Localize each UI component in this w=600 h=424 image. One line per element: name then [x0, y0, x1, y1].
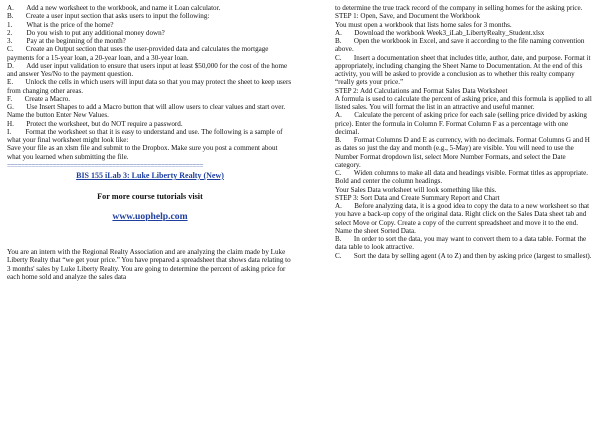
step-3-a: A. Before analyzing data, it is a good idea to copy the data to a new worksheet so that you have a back-up copy of the original data. Right click on the Sales Data sheet tab and select Move or Copy. Create a copy of the current spreadsheet and move it to the end. Name the sheet Sorted Data.: [335, 202, 590, 235]
instruction-h: H. Protect the worksheet, but do NOT require a password.: [7, 119, 183, 128]
step-1-b: B. Open the workbook in Excel, and save it according to the file naming convention above.: [335, 37, 585, 54]
step-1-heading: STEP 1: Open, Save, and Document the Workbook: [335, 12, 481, 21]
step-1-description: You must open a workbook that lists home sales for 3 months.: [335, 20, 512, 29]
website-link[interactable]: www.uophelp.com: [112, 211, 188, 222]
instruction-g: G. Use Insert Shapes to add a Macro button that will allow users to clear values and start over. Name the button Enter New Values.: [7, 103, 286, 120]
question-1: 1. What is the price of the home?: [7, 20, 114, 29]
right-column: [335, 4, 593, 260]
step-2-description: A formula is used to calculate the percent of asking price, and this formula is applied to all listed sales. You will format the list in an attractive and useful manner.: [335, 94, 592, 111]
intro-paragraph: You are an intern with the Regional Realty Association and are analyzing the claim made by Luke Liberty Realty that “we get your price.” You have prepared a spreadsheet that shows data relating to 3 months' sales by Luke Liberty Realty. You are going to determine the percent of asking price for each home sold and analyze the sales data: [7, 248, 291, 281]
step-2-heading: STEP 2: Add Calculations and Format Sales Data Worksheet: [335, 86, 508, 95]
instruction-f: F. Create a Macro.: [7, 94, 71, 103]
step-2-a: A. Calculate the percent of asking price for each sale (selling price divided by asking price). Enter the formula in Column F. Format Column F as a percentage with one decimal.: [335, 111, 587, 136]
step-2-note: Your Sales Data worksheet will look something like this.: [335, 185, 497, 194]
course-title-link[interactable]: BIS 155 iLab 3: Luke Liberty Realty (New): [76, 171, 224, 180]
instruction-e: E. Unlock the cells in which users will input data so that you may protect the sheet to keep users from changing other areas.: [7, 78, 292, 95]
step-3-heading: STEP 3: Sort Data and Create Summary Report and Chart: [335, 193, 500, 202]
question-3: 3. Pay at the beginning of the month?: [7, 37, 126, 45]
step-3-b: B. In order to sort the data, you may want to convert them to a data table. Format the data table to look attractive.: [335, 235, 587, 252]
step-2-b: B. Format Columns D and E as currency, with no decimals. Format Columns G and H as dates so just the day and month (e.g., 5-May) are visible. You will need to use the Number Format dropdown list, select More Number Formats, and select the Date category.: [335, 136, 590, 169]
step-3-c: C. Sort the data by selling agent (A to Z) and then by asking price (largest to smallest).: [335, 251, 592, 260]
question-2: 2. Do you wish to put any additional money down?: [7, 28, 165, 37]
instruction-c: C. Create an Output section that uses the user-provided data and calculates the mortgage payments for a 15-year loan, a 20-year loan, and a 30-year loan.: [7, 45, 269, 62]
instruction-b: B. Create a user input section that asks users to input the following:: [7, 12, 210, 21]
tutorial-note: For more course tutorials visit: [97, 192, 203, 201]
step-1-a: A. Download the workbook Week3_iLab_LibertyRealty_Student.xlsx: [335, 28, 545, 37]
instruction-i: I. Format the worksheet so that it is easy to understand and use. The following is a sample of what your final worksheet might look like:: [7, 127, 283, 144]
separator-line: ========================================================: [7, 161, 204, 170]
step-1-c: C. Insert a documentation sheet that includes title, author, date, and purpose. Format it appropriately, including changing the Sheet Name to Documentation. At the end of this activity, you will be asked to provide a conclusion as to whether this realty company “really gets your price.”: [335, 53, 591, 87]
submission-note: Save your file as an xlsm file and submit to the Dropbox. Make sure you post a comment about what you learned when submitting the file.: [7, 144, 278, 161]
instruction-d: D. Add user input validation to ensure that users input at least $50,000 for the cost of the home and answer Yes/No to the payment question.: [7, 61, 288, 78]
instruction-a: A. Add a new worksheet to the workbook, and name it Loan calculator.: [7, 4, 221, 12]
step-2-c: C. Widen columns to make all data and headings visible. Format titles as appropriate. Bold and center the column headings.: [335, 169, 589, 186]
left-column: [7, 4, 293, 281]
intro-continuation: to determine the true track record of the company in selling homes for the asking price.: [335, 4, 583, 12]
